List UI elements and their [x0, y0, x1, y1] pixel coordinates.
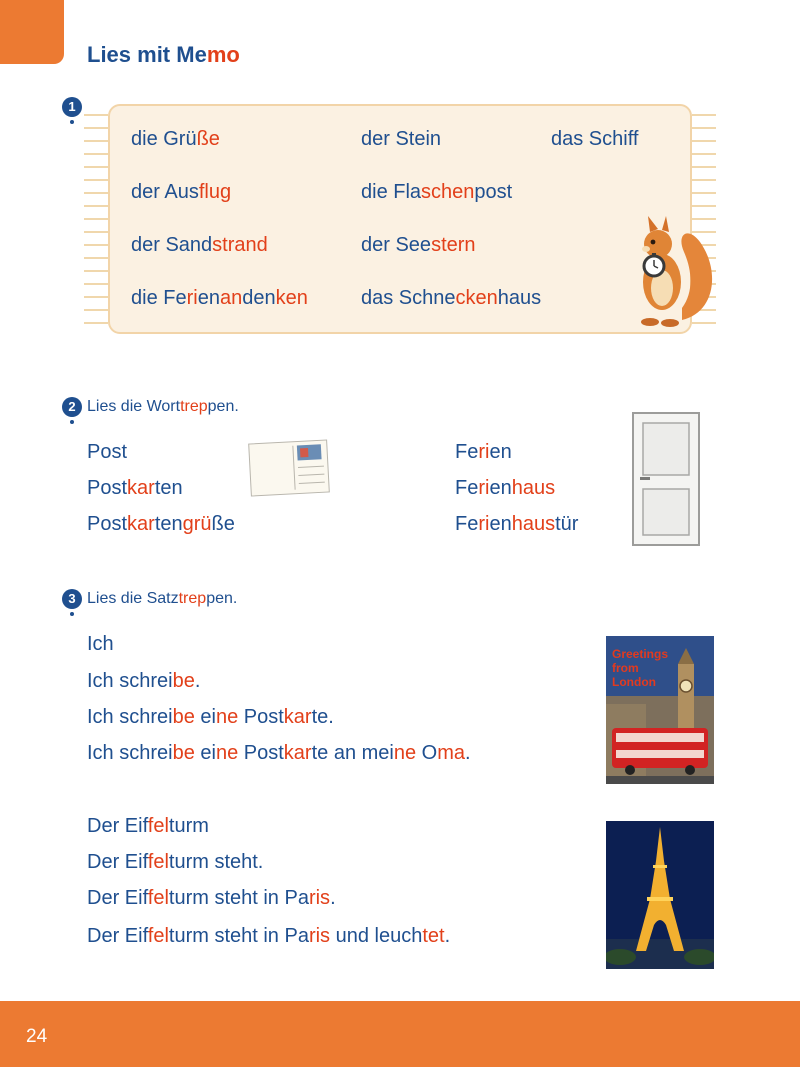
- word-stair-line: Postkarten: [87, 477, 183, 499]
- page-title: Lies mit Memo: [87, 42, 240, 67]
- memo-word: die Grüße: [131, 128, 220, 150]
- sentence-stair-line: Ich schreibe eine Postkarte.: [87, 706, 334, 728]
- page-number: 24: [26, 1026, 48, 1047]
- corner-tab: [0, 0, 64, 64]
- memo-word: die Flaschenpost: [361, 181, 513, 203]
- postcard-caption-line: London: [612, 675, 656, 689]
- sentence-stair-line: Der Eiffelturm steht.: [87, 851, 264, 873]
- sentence-stair-line: Der Eiffelturm steht in Paris und leuchtet.: [87, 925, 451, 947]
- eiffel-tower-photo: [606, 821, 714, 969]
- exercise-number-3: 3: [62, 589, 82, 609]
- squirrel-memo-illustration: [630, 212, 716, 330]
- word-stair-line: Post: [87, 441, 128, 463]
- postcard-caption-line: from: [612, 661, 639, 675]
- sentence-stair-line: Der Eiffelturm steht in Paris.: [87, 887, 336, 909]
- exercise-2-instruction: Lies die Worttreppen.: [87, 398, 239, 415]
- sentence-stair-line: Ich schreibe.: [87, 670, 201, 692]
- memo-word: das Schneckenhaus: [361, 287, 542, 309]
- memo-word: das Schiff: [551, 128, 639, 150]
- page-footer-bar: [0, 1001, 800, 1067]
- memo-word: der Stein: [361, 128, 442, 150]
- door-illustration: [631, 411, 701, 547]
- sentence-stair-line: Der Eiffelturm: [87, 815, 209, 837]
- memo-word: der Sandstrand: [131, 234, 268, 256]
- memo-word: die Ferienandenken: [131, 287, 308, 309]
- exercise-3-instruction: Lies die Satztreppen.: [87, 590, 238, 607]
- sentence-stair-line: Ich: [87, 633, 114, 655]
- exercise-number-1: 1: [62, 97, 82, 117]
- notebook-ruling-left: [84, 108, 108, 330]
- word-stair-line: Ferien: [455, 441, 512, 463]
- sentence-stair-line: Ich schreibe eine Postkarte an meine Oma.: [87, 742, 471, 764]
- memo-word: der Ausflug: [131, 181, 232, 203]
- word-stair-line: Ferienhaus: [455, 477, 556, 499]
- london-postcard-photo: [606, 636, 714, 784]
- postcard-illustration: [246, 436, 332, 500]
- word-stair-line: Postkartengrüße: [87, 513, 235, 535]
- word-stair-line: Ferienhaustür: [455, 513, 579, 535]
- postcard-caption-line: Greetings: [612, 647, 669, 661]
- exercise-number-2: 2: [62, 397, 82, 417]
- memo-word: der Seestern: [361, 234, 476, 256]
